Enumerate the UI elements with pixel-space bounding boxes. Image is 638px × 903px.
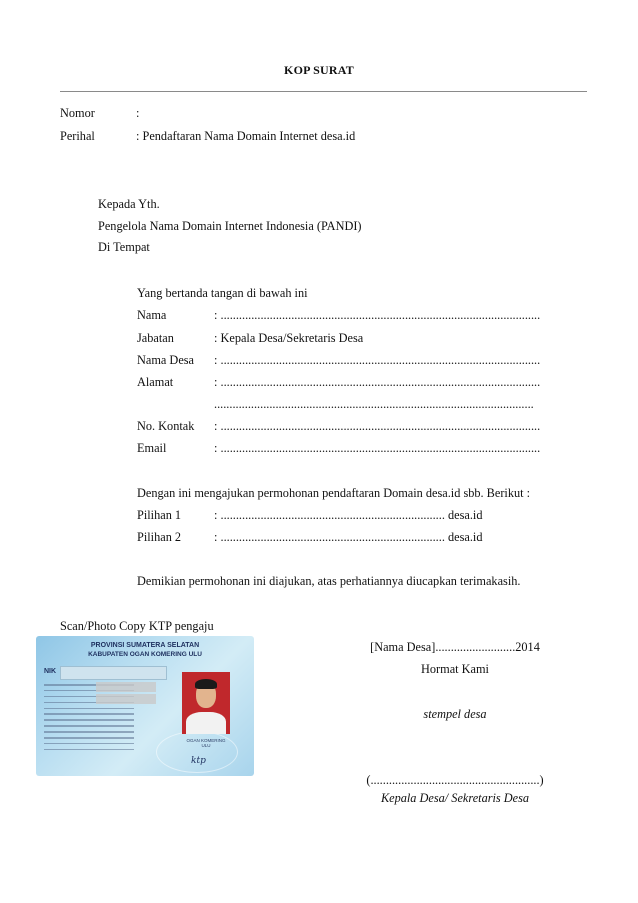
stamp-placeholder: stempel desa (423, 707, 487, 721)
recipient-line-2: Pengelola Nama Domain Internet Indonesia (PANDI) (98, 219, 362, 233)
field-value-alamat-line-2: ........................................................................................................ (214, 397, 534, 411)
field-label-alamat: Alamat (137, 375, 174, 389)
signatory-position: Kepala Desa/ Sekretaris Desa (380, 791, 530, 805)
place-date: [Nama Desa]..........................2014 (370, 640, 540, 654)
choice-value-2: : ......................................................................... desa.id (214, 530, 483, 544)
choice-label-1: Pilihan 1 (137, 508, 182, 522)
ktp-nik-box (60, 666, 167, 680)
regards-text: Hormat Kami (421, 662, 489, 676)
ktp-caption: Scan/Photo Copy KTP pengaju (60, 619, 214, 633)
closing-text: Demikian permohonan ini diajukan, atas perhatiannya diucapkan terimakasih. (137, 574, 521, 588)
field-value-nama: : ........................................................................................................ (214, 308, 541, 322)
choice-label-2: Pilihan 2 (137, 530, 182, 544)
ktp-redaction (96, 682, 156, 692)
field-label-email: Email (137, 441, 167, 455)
field-value-email: : ........................................................................................................ (214, 441, 541, 455)
ktp-redaction (96, 694, 156, 704)
letterhead-title: KOP SURAT (284, 63, 354, 77)
request-text: Dengan ini mengajukan permohonan pendaftaran Domain desa.id sbb. Berikut : (137, 486, 531, 500)
nomor-value: : (136, 106, 140, 120)
perihal-value: : Pendaftaran Nama Domain Internet desa.id (136, 129, 356, 143)
recipient-line-1: Kepada Yth. (98, 197, 160, 211)
letterhead-divider (60, 91, 587, 92)
choice-value-1: : ......................................................................... desa.id (214, 508, 483, 522)
field-label-nama-desa: Nama Desa (137, 353, 195, 367)
ktp-regency: KABUPATEN OGAN KOMERING ULU (88, 651, 202, 658)
field-label-kontak: No. Kontak (137, 419, 195, 433)
ktp-nik-label: NIK (44, 668, 57, 675)
ktp-province: PROVINSI SUMATERA SELATAN (90, 642, 200, 649)
ktp-photo-caption: OGAN KOMERING ULU (186, 738, 226, 748)
ktp-image (36, 636, 254, 776)
ktp-photo (182, 672, 230, 734)
field-value-nama-desa: : ........................................................................................................ (214, 353, 541, 367)
recipient-line-3: Di Tempat (98, 240, 150, 254)
intro-text: Yang bertanda tangan di bawah ini (137, 286, 308, 300)
field-value-alamat: : ........................................................................................................ (214, 375, 541, 389)
field-value-kontak: : ........................................................................................................ (214, 419, 541, 433)
signatory-name-line: (.......................................................) (366, 773, 544, 787)
nomor-label: Nomor (60, 106, 95, 120)
field-label-jabatan: Jabatan (137, 331, 174, 345)
field-value-jabatan: : Kepala Desa/Sekretaris Desa (214, 331, 364, 345)
ktp-signature: ktp (191, 756, 206, 766)
field-label-nama: Nama (137, 308, 167, 322)
perihal-label: Perihal (60, 129, 95, 143)
